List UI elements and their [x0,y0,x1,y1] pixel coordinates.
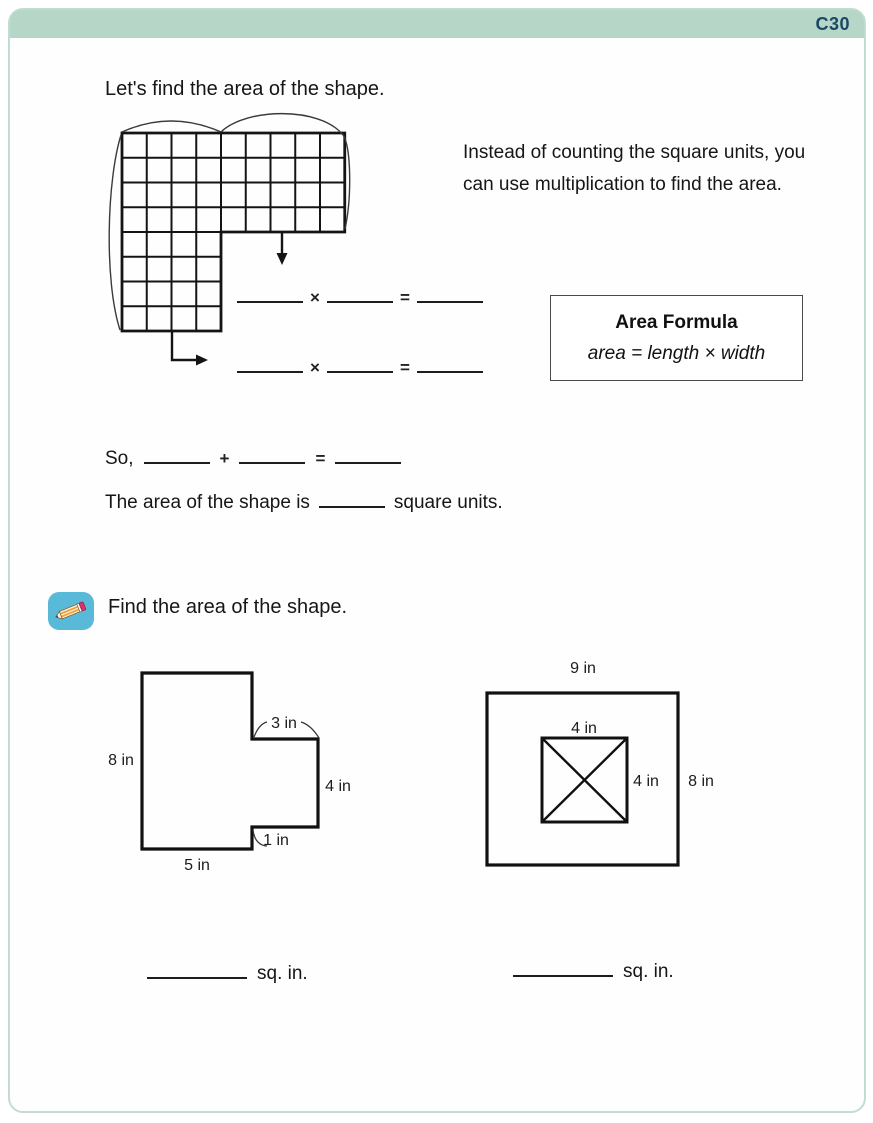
dim-label-notch: 1 in [263,832,289,849]
equation2-blank-2[interactable] [327,369,393,373]
formula-body: area = length × width [587,342,766,364]
equals-sign: = [399,288,410,307]
equation1-blank-2[interactable] [327,299,393,303]
dim-label-left: 8 in [108,752,134,769]
pencil-badge [48,592,94,630]
equation-row-2 [237,358,483,378]
sum-row [105,448,401,470]
inner-square-diagonals [542,738,627,822]
answer-row-2 [513,961,674,983]
unit-grid-figure [95,105,365,370]
equation1-blank-1[interactable] [237,299,303,303]
top-left-brace [122,121,221,132]
corner-arrow [172,331,208,366]
answer2-blank[interactable] [513,973,613,977]
instruction-note: Instead of counting the square units, you can use multiplication to find the area. [463,142,806,195]
times-sign: × [310,358,320,377]
dim-label-inner-top: 4 in [571,720,597,737]
answer1-unit: sq. in. [257,963,308,984]
dim-label-right: 4 in [325,778,351,795]
dim-label-top: 3 in [271,715,297,732]
conclusion-before: The area of the shape is [105,492,310,513]
header-band [10,10,864,38]
equation2-blank-1[interactable] [237,369,303,373]
equation1-blank-3[interactable] [417,299,483,303]
sum-blank-3[interactable] [335,460,401,464]
l-shape-outline [142,673,318,849]
equation-row-1 [237,288,483,308]
page-code: C30 [815,13,850,34]
section1-heading: Let's find the area of the shape. [105,78,385,100]
section2-heading: Find the area of the shape. [108,596,348,618]
so-label: So, [105,448,134,469]
formula-title: Area Formula [615,311,738,333]
label-leader-right [301,722,319,738]
conclusion-blank[interactable] [319,504,385,508]
top-right-brace [221,114,350,229]
plus-sign: + [219,449,230,468]
dim-label-outer-right: 8 in [688,773,714,790]
down-arrow [277,233,288,265]
sum-blank-1[interactable] [144,460,210,464]
conclusion-after: square units. [393,492,503,513]
answer-row-1 [147,963,308,985]
area-formula-box [550,295,803,381]
l-shape-figure [95,655,375,885]
pencil-icon [53,597,89,625]
dim-label-bottom: 5 in [184,857,210,874]
dim-label-outer-top: 9 in [570,660,596,677]
times-sign: × [310,288,320,307]
answer1-blank[interactable] [147,975,247,979]
sum-blank-2[interactable] [239,460,305,464]
conclusion-row [105,492,503,514]
equals-sign: = [399,358,410,377]
left-brace [109,135,121,330]
rectangle-figure [450,645,750,880]
label-leader-left [254,722,267,737]
dim-label-inner-right: 4 in [633,773,659,790]
equals-sign: = [315,449,326,468]
answer2-unit: sq. in. [623,961,674,982]
equation2-blank-3[interactable] [417,369,483,373]
